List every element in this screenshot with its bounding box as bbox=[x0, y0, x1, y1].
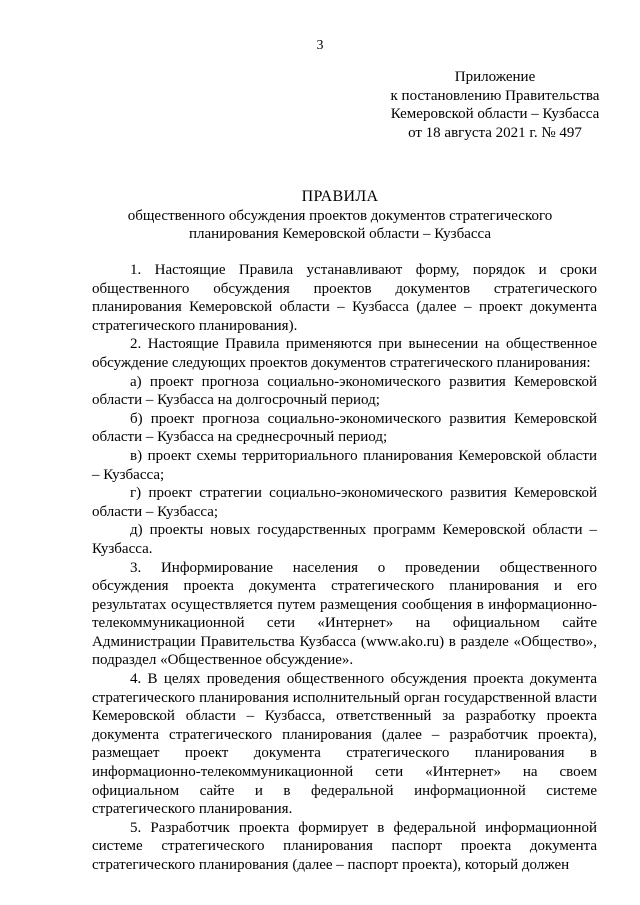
paragraph-2: 2. Настоящие Правила применяются при вынесении на общественное обсуждение следующих проектов документов стратегического планирования: bbox=[92, 336, 597, 371]
document-title: ПРАВИЛА bbox=[301, 188, 379, 205]
appendix-line-4: от 18 августа 2021 г. № 497 bbox=[408, 124, 582, 141]
paragraph-4: 4. В целях проведения общественного обсуждения проекта документа стратегического планирования исполнительный орган государственной власти Кемеровской области – Кузбасса, ответственный за разработку проекта документа стратегического планирования (далее – разработчик проекта), размещает проект документа стратегического планирования в информационно-телекоммуникационной сети «Интернет» на своем официальном сайте и в федеральной информационной системе стратегического планирования. bbox=[92, 671, 597, 818]
paragraph-2b: б) проект прогноза социально-экономического развития Кемеровской области – Кузбасса на среднесрочный период; bbox=[92, 410, 597, 446]
paragraph-3: 3. Информирование населения о проведении общественного обсуждения проекта документа стратегического планирования и его результатах осуществляется путем размещения сообщения в информационно-телекоммуникационной сети «Интернет» на официальном сайте Администрации Правительства Кузбасса (www.ako.ru) в разделе «Общество», подраздел «Общественное обсуждение». bbox=[92, 559, 597, 669]
paragraph-5: 5. Разработчик проекта формирует в федеральной информационной системе стратегического планирования паспорт проекта документа стратегического планирования (далее – паспорт проекта), который должен bbox=[92, 819, 597, 873]
appendix-block bbox=[360, 68, 630, 142]
appendix-line-2: к постановлению Правительства bbox=[390, 87, 600, 104]
document-title-block bbox=[60, 188, 620, 243]
appendix-line-3: Кемеровской области – Кузбасса bbox=[390, 106, 600, 122]
document-subtitle-line-1: общественного обсуждения проектов документов стратегического bbox=[127, 208, 553, 224]
document-body bbox=[92, 261, 597, 875]
paragraph-2e: д) проекты новых государственных программ Кемеровской области – Кузбасса. bbox=[92, 522, 597, 557]
paragraph-2d: г) проект стратегии социально-экономического развития Кемеровской области – Кузбасса; bbox=[92, 485, 597, 520]
paragraph-2a: а) проект прогноза социально-экономического развития Кемеровской области – Кузбасса на долгосрочный период; bbox=[92, 373, 597, 409]
paragraph-2c: в) проект схемы территориального планирования Кемеровской области – Кузбасса; bbox=[92, 447, 597, 483]
paragraph-1: 1. Настоящие Правила устанавливают форму, порядок и сроки общественного обсуждения проектов документов стратегического планирования Кемеровской области – Кузбасса (далее – проект документа стратегического планирования). bbox=[92, 262, 597, 334]
page-number: 3 bbox=[316, 38, 324, 53]
document-subtitle-line-2: планирования Кемеровской области – Кузбасса bbox=[188, 226, 492, 242]
appendix-line-1: Приложение bbox=[454, 69, 536, 85]
